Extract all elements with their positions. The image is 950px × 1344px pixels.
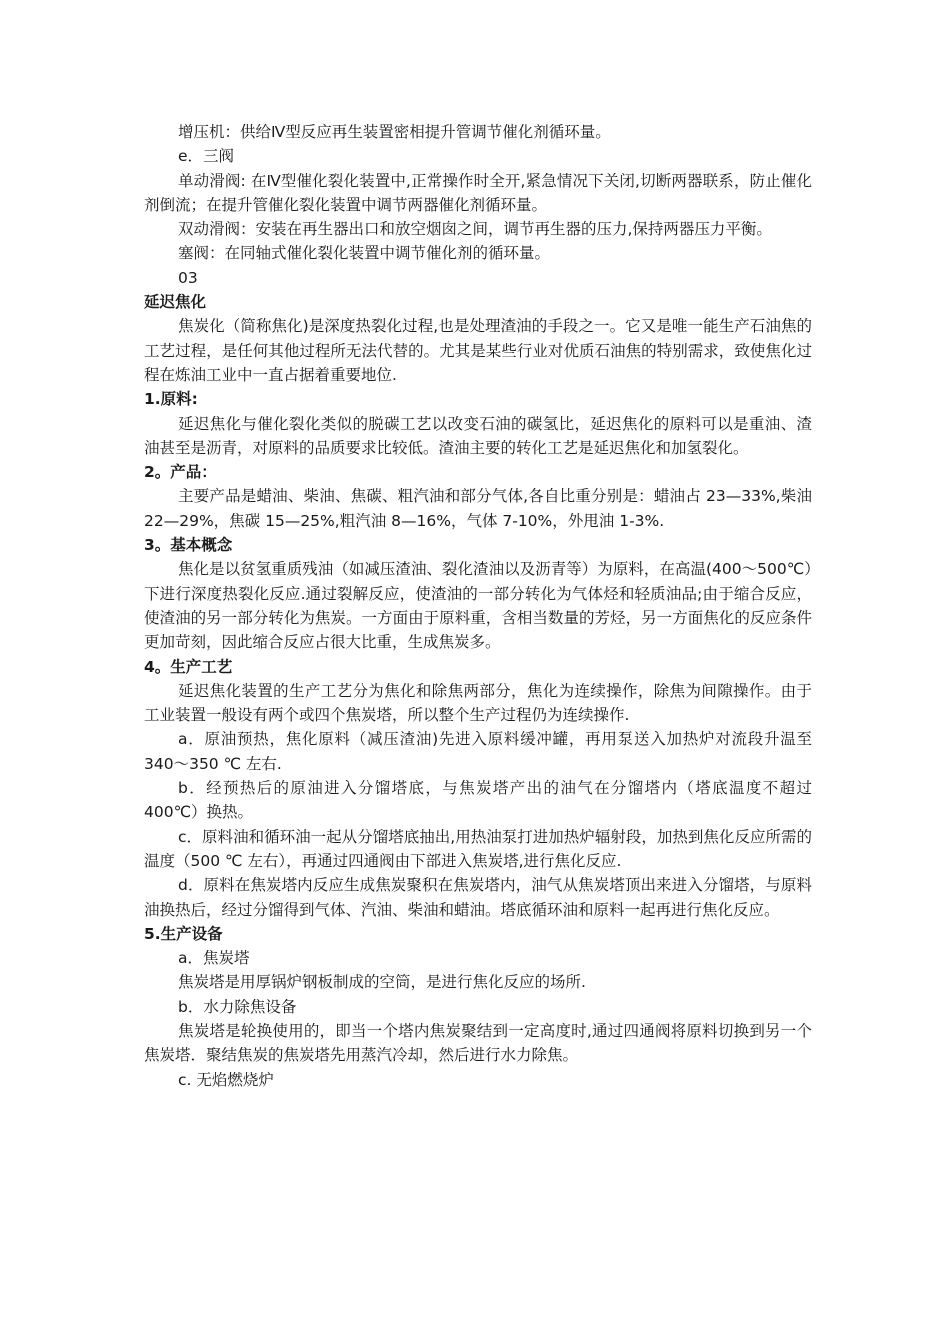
body-paragraph: a．原油预热，焦化原料（减压渣油)先进入原料缓冲罐，再用泵送入加热炉对流段升温至 340～350 ℃ 左右.: [144, 730, 812, 773]
body-paragraph: 焦炭化（简称焦化)是深度热裂化过程,也是处理渣油的手段之一。它又是唯一能生产石油焦的工艺过程，是任何其他过程所无法代替的。尤其是某些行业对优质石油焦的特别需求，致使焦化过程在炼油工业中一直占据着重要地位.: [144, 317, 812, 384]
section-heading: 2。产品：: [144, 463, 217, 482]
body-paragraph: 焦化是以贫氢重质残油（如减压渣油、裂化渣油以及沥青等）为原料，在高温(400～500℃）下进行深度热裂化反应.通过裂解反应，使渣油的一部分转化为气体烃和轻质油品;由于缩合反应，使渣油的另一部分转化为焦炭。一方面由于原料重，含相当数量的芳烃，另一方面焦化的反应条件更加苛刻，因此缩合反应占很大比重，生成焦炭多。: [144, 560, 812, 652]
body-paragraph: 主要产品是蜡油、柴油、焦碳、粗汽油和部分气体,各自比重分别是：蜡油占 23—33%,柴油 22—29%，焦碳 15—25%,粗汽油 8—16%，气体 7-10%，外甩油 1-3%.: [144, 487, 812, 530]
body-paragraph: 增压机：供给Ⅳ型反应再生装置密相提升管调节催化剂循环量。: [178, 123, 611, 141]
body-paragraph: d．原料在焦炭塔内反应生成焦炭聚积在焦炭塔内，油气从焦炭塔顶出来进入分馏塔，与原料油换热后，经过分馏得到气体、汽油、柴油和蜡油。塔底循环油和原料一起再进行焦化反应。: [144, 876, 812, 919]
body-paragraph: b．水力除焦设备: [178, 997, 297, 1016]
body-paragraph: 03: [178, 268, 198, 287]
body-paragraph: 延迟焦化装置的生产工艺分为焦化和除焦两部分，焦化为连续操作，除焦为间隙操作。由于工业装置一般设有两个或四个焦炭塔，所以整个生产过程仍为连续操作.: [144, 681, 812, 725]
section-heading: 延迟焦化: [144, 293, 207, 312]
body-paragraph: c．原料油和循环油一起从分馏塔底抽出,用热油泵打进加热炉辐射段，加热到焦化反应所需的温度（500 ℃ 左右），再通过四通阀由下部进入焦炭塔,进行焦化反应.: [144, 827, 812, 870]
body-paragraph: a．焦炭塔: [178, 949, 250, 968]
body-paragraph: b．经预热后的原油进入分馏塔底，与焦炭塔产出的油气在分馏塔内（塔底温度不超过 400℃）换热。: [144, 779, 812, 822]
section-heading: 5.生产设备: [144, 924, 223, 943]
section-heading: 4。生产工艺: [144, 657, 233, 676]
body-paragraph: 单动滑阀: 在Ⅳ型催化裂化装置中,正常操作时全开,紧急情况下关闭,切断两器联系，防止催化剂倒流；在提升管催化裂化装置中调节两器催化剂循环量。: [144, 171, 812, 214]
body-paragraph: 塞阀：在同轴式催化裂化装置中调节催化剂的循环量。: [178, 244, 551, 263]
body-paragraph: 延迟焦化与催化裂化类似的脱碳工艺以改变石油的碳氢比，延迟焦化的原料可以是重油、渣油甚至是沥青，对原料的品质要求比较低。渣油主要的转化工艺是延迟焦化和加氢裂化。: [144, 414, 812, 457]
section-heading: 3。基本概念: [144, 536, 233, 555]
body-paragraph: e．三阀: [178, 147, 235, 166]
document-body: [144, 120, 812, 1092]
body-paragraph: c. 无焰燃烧炉: [178, 1070, 274, 1089]
body-paragraph: 焦炭塔是轮换使用的，即当一个塔内焦炭聚结到一定高度时,通过四通阀将原料切换到另一个焦炭塔．聚结焦炭的焦炭塔先用蒸汽冷却，然后进行水力除焦。: [144, 1021, 812, 1065]
body-paragraph: 焦炭塔是用厚锅炉钢板制成的空筒，是进行焦化反应的场所.: [178, 973, 586, 992]
body-paragraph: 双动滑阀：安装在再生器出口和放空烟囱之间，调节再生器的压力,保持两器压力平衡。: [178, 220, 772, 239]
section-heading: 1.原料:: [144, 390, 198, 409]
